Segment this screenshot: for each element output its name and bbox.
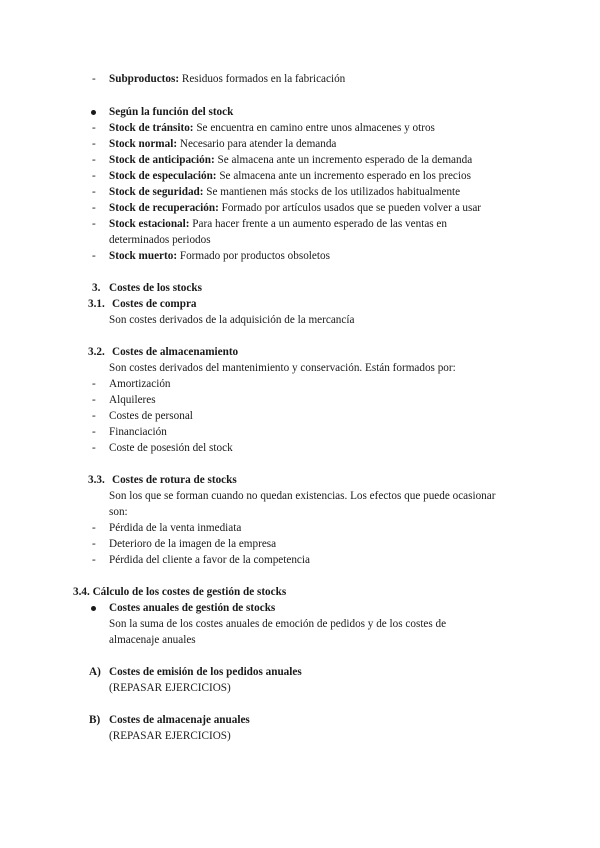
list-dash: - [92,154,96,166]
list-item-subproductos [109,71,345,87]
item-term: Stock de recuperación: [109,202,219,214]
list-dash: - [92,73,96,85]
note: (REPASAR EJERCICIOS) [109,730,231,742]
subsection-number: 3.2. [88,346,105,358]
paragraph-continuation: almacenaje anuales [109,634,196,646]
item-text: Se almacena ante un incremento esperado en los precios [216,170,471,182]
list-dash: - [92,138,96,150]
list-item: Pérdida de la venta inmediata [109,522,242,534]
item-term: Stock muerto: [109,250,178,262]
section-heading-funcion: Según la función del stock [109,106,234,118]
list-item-estacional [109,216,447,232]
item-term: Stock normal: [109,138,178,150]
item-term: Stock de especulación: [109,170,217,182]
subsection-heading-costes-compra: Costes de compra [112,298,197,310]
item-text: Se almacena ante un incremento esperado de la demanda [214,154,473,166]
paragraph: Son costes derivados del mantenimiento y conservación. Están formados por: [109,362,456,374]
list-dash: - [92,394,96,406]
list-item: Alquileres [109,394,156,406]
paragraph: Son costes derivados de la adquisición de la mercancía [109,314,355,326]
subsection-number: 3.3. [88,474,105,486]
list-item: Amortización [109,378,171,390]
list-item-estacional-continuation: determinados periodos [109,234,211,246]
list-dash: - [92,170,96,182]
list-item: Pérdida del cliente a favor de la competencia [109,554,310,566]
paragraph: Son la suma de los costes anuales de emoción de pedidos y de los costes de [109,618,447,630]
heading-almacenaje: Costes de almacenaje anuales [109,714,250,726]
list-item-seguridad [109,184,460,200]
item-text: Formado por artículos usados que se pueden volver a usar [218,202,482,214]
item-term: Stock estacional: [109,218,190,230]
subsection-heading-costes-almacenamiento: Costes de almacenamiento [112,346,239,358]
list-dash: - [92,410,96,422]
item-letter: B) [89,714,101,726]
item-term: Stock de seguridad: [109,186,204,198]
section-number: 3. [92,282,101,294]
subsection-heading-rotura: Costes de rotura de stocks [112,474,237,486]
item-text: Residuos formados en la fabricación [179,73,346,85]
item-term: Stock de tránsito: [109,122,194,134]
list-item: Deterioro de la imagen de la empresa [109,538,277,550]
heading-emision: Costes de emisión de los pedidos anuales [109,666,302,678]
bullet-icon [91,110,96,115]
item-term: Stock de anticipación: [109,154,215,166]
list-item-recuperacion [109,200,481,216]
bullet-heading: Costes anuales de gestión de stocks [109,602,276,614]
list-dash: - [92,378,96,390]
list-dash: - [92,442,96,454]
list-item-muerto [109,248,330,264]
list-dash: - [92,538,96,550]
list-item-normal [109,136,336,152]
list-item: Coste de posesión del stock [109,442,233,454]
item-text: Para hacer frente a un aumento esperado de las ventas en [189,218,447,230]
paragraph: Son los que se forman cuando no quedan existencias. Los efectos que puede ocasionar [109,490,496,502]
note: (REPASAR EJERCICIOS) [109,682,231,694]
list-dash: - [92,554,96,566]
subsection-number: 3.1. [88,298,105,310]
item-text: Necesario para atender la demanda [177,138,337,150]
list-dash: - [92,186,96,198]
item-text: Formado por productos obsoletos [177,250,330,262]
bullet-icon [91,606,96,611]
list-dash: - [92,122,96,134]
item-text: Se mantienen más stocks de los utilizados habitualmente [203,186,461,198]
paragraph-continuation: son: [109,506,128,518]
list-dash: - [92,218,96,230]
list-item-especulacion [109,168,471,184]
subsection-heading-calculo: 3.4. Cálculo de los costes de gestión de stocks [73,586,287,598]
list-item: Costes de personal [109,410,193,422]
list-item-transito [109,120,435,136]
list-dash: - [92,202,96,214]
list-item-anticipacion [109,152,472,168]
list-dash: - [92,522,96,534]
item-term: Subproductos: [109,73,180,85]
list-dash: - [92,250,96,262]
section-heading-costes-stocks: Costes de los stocks [109,282,202,294]
item-text: Se encuentra en camino entre unos almacenes y otros [193,122,435,134]
list-dash: - [92,426,96,438]
item-letter: A) [89,666,101,678]
list-item: Financiación [109,426,167,438]
